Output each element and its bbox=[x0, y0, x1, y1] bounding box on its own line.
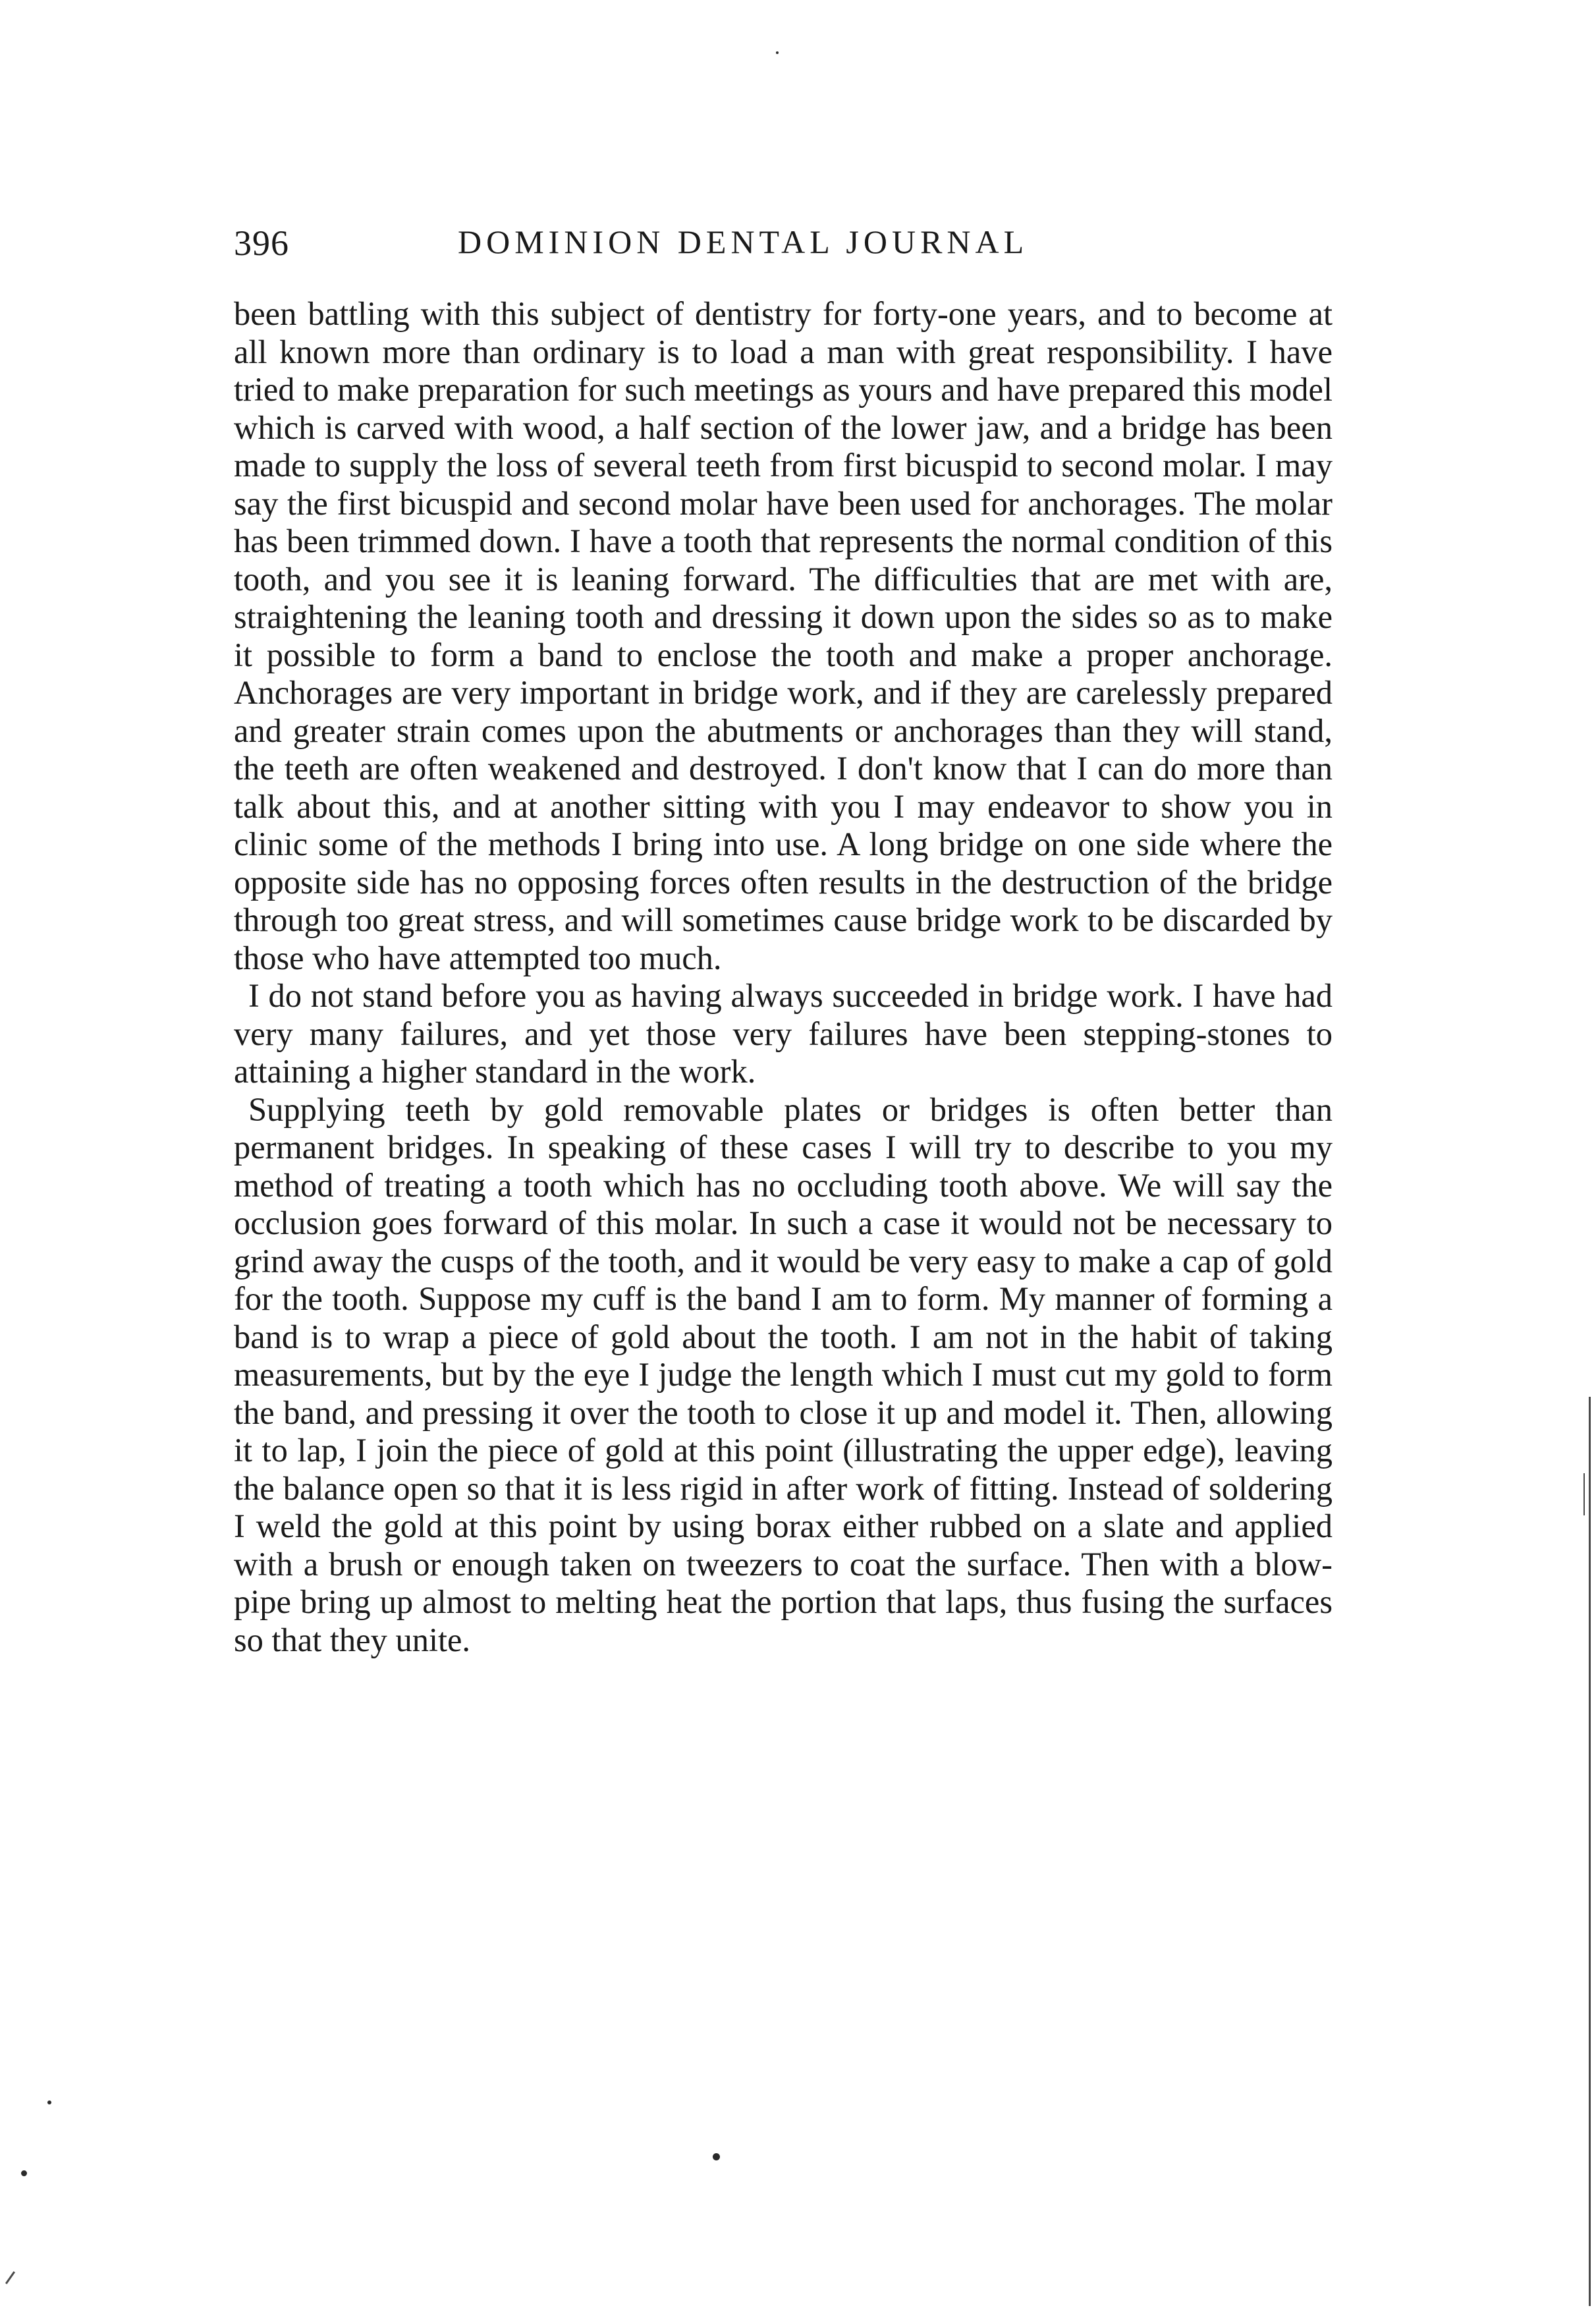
scan-edge-line bbox=[1589, 1397, 1591, 2306]
scan-speck bbox=[776, 51, 779, 54]
paragraph: Supplying teeth by gold removable plates or bridges is often better than permanent bridges. In speaking of these cases I will try to describe to you my method of treating a tooth which has no occluding tooth above. We will say the occlusion goes forward of this molar. In such a case it would not be necessary to grind away the cusps of the tooth, and it would be very easy to make a cap of gold for the tooth. Suppose my cuff is the band I am to form. My manner of forming a band is to wrap a piece of gold about the tooth. I am not in the habit of taking measurements, but by the eye I judge the length which I must cut my gold to form the band, and pressing it over the tooth to close it up and model it. Then, allowing it to lap, I join the piece of gold at this point (illustrating the upper edge), leaving the balance open so that it is less rigid in after work of fitting. Instead of soldering I weld the gold at this point by using borax either rubbed on a slate and applied with a brush or enough taken on tweezers to coat the surface. Then with a blow-pipe bring up almost to melting heat the portion that laps, thus fusing the surfaces so that they unite. bbox=[234, 1090, 1333, 1658]
scan-speck bbox=[47, 2100, 51, 2104]
page-number: 396 bbox=[234, 223, 289, 263]
paragraph: been battling with this subject of dentistry for forty-one years, and to become at all known more than ordinary is to load a man with great responsibility. I have tried to make preparation for such meetings as yours and have prepared this model which is carved with wood, a half section of the lower jaw, and a bridge has been made to supply the loss of several teeth from first bicuspid to second molar. I may say the first bicuspid and second molar have been used for anchorages. The molar has been trimmed down. I have a tooth that represents the normal condition of this tooth, and you see it is leaning forward. The difficulties that are met with are, straightening the leaning tooth and dressing it down upon the sides so as to make it possible to form a band to enclose the tooth and make a proper anchorage. Anchorages are very important in bridge work, and if they are carelessly prepared and greater strain comes upon the abutments or anchorages than they will stand, the teeth are often weakened and destroyed. I don't know that I can do more than talk about this, and at another sitting with you I may endeavor to show you in clinic some of the methods I bring into use. A long bridge on one side where the opposite side has no opposing forces often results in the destruction of the bridge through too great stress, and will sometimes cause bridge work to be discarded by those who have attempted too much. bbox=[234, 295, 1333, 976]
body-text bbox=[234, 295, 1333, 1659]
running-title: DOMINION DENTAL JOURNAL bbox=[458, 223, 1029, 260]
scan-speck bbox=[21, 2170, 27, 2176]
page-header bbox=[234, 217, 1334, 270]
scan-edge-line bbox=[5, 2271, 15, 2284]
scan-speck bbox=[713, 2153, 720, 2160]
scan-edge-line bbox=[1583, 1473, 1585, 1515]
paragraph: I do not stand before you as having always succeeded in bridge work. I have had very many failures, and yet those very failures have been stepping-stones to attaining a higher standard in the work. bbox=[234, 977, 1333, 1090]
